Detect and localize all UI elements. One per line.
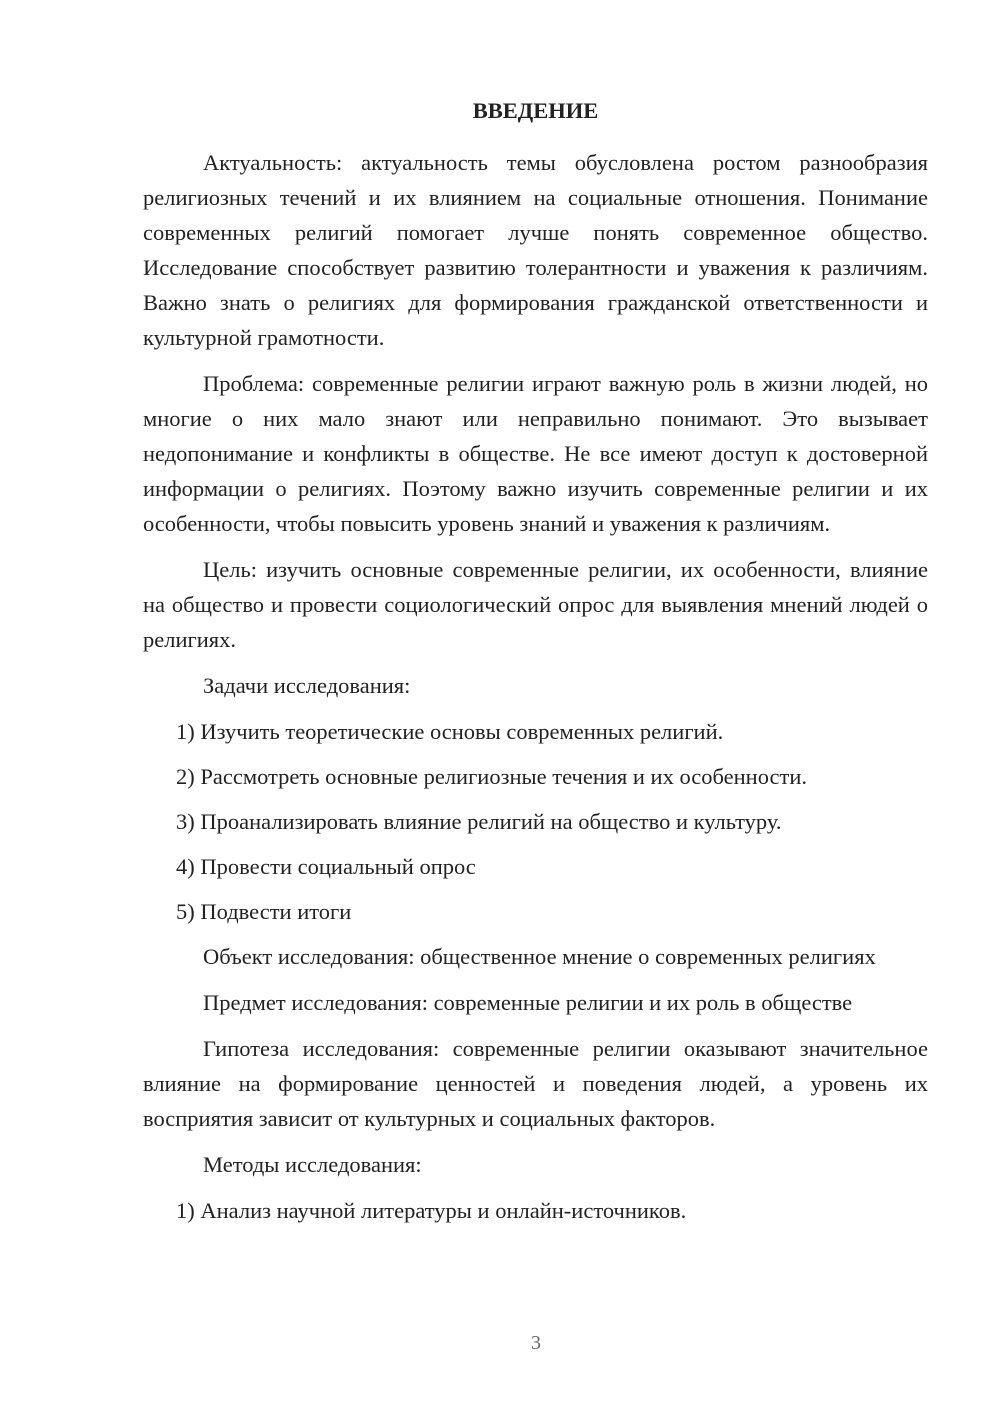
object-paragraph: Объект исследования: общественное мнение о современных религиях [203,944,876,969]
section-title: ВВЕДЕНИЕ [472,98,599,123]
task-item: 3) Проанализировать влияние религий на общество и культуру. [176,809,782,834]
hypothesis-paragraph: Гипотеза исследования: современные религии оказывают значительное влияние на формирование ценностей и поведения людей, а уровень их восприятия зависит от культурных и социальных факторов. [143,1036,928,1131]
goal-paragraph: Цель: изучить основные современные религии, их особенности, влияние на общество и провести социологический опрос для выявления мнений людей о религиях. [143,557,928,652]
methods-heading: Методы исследования: [203,1152,422,1177]
page-number: 3 [531,1332,541,1354]
method-item: 1) Анализ научной литературы и онлайн-источников. [176,1198,687,1223]
subject-paragraph: Предмет исследования: современные религии и их роль в обществе [203,990,853,1015]
task-item: 5) Подвести итоги [176,899,352,924]
task-item: 4) Провести социальный опрос [176,854,476,879]
page-content [143,93,928,1238]
relevance-paragraph: Актуальность: актуальность темы обусловлена ростом разнообразия религиозных течений и их влиянием на социальные отношения. Понимание современных религий помогает лучше понять современное общество. Исследование способствует развитию толерантности и уважения к различиям. Важно знать о религиях для формирования гражданской ответственности и культурной грамотности. [143,150,928,350]
task-item: 1) Изучить теоретические основы современных религий. [176,719,724,744]
tasks-heading: Задачи исследования: [203,673,411,698]
task-item: 2) Рассмотреть основные религиозные течения и их особенности. [176,764,808,789]
problem-paragraph: Проблема: современные религии играют важную роль в жизни людей, но многие о них мало знают или неправильно понимают. Это вызывает недопонимание и конфликты в обществе. Не все имеют доступ к достоверной информации о религиях. Поэтому важно изучить современные религии и их особенности, чтобы повысить уровень знаний и уважения к различиям. [143,371,928,536]
